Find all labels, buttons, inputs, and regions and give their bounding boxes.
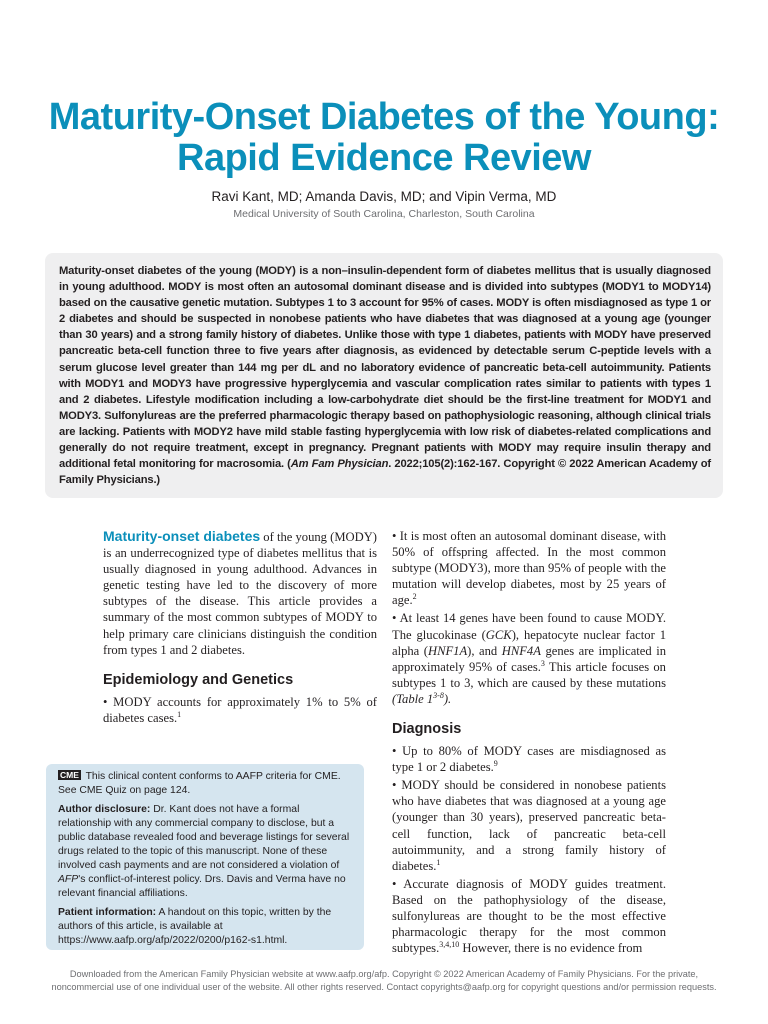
patient-text: A handout on this topic, written by the authors of this article, is available at https://www.aafp.org/afp/2022/0200/p162-s1.html. — [58, 907, 332, 946]
table-1-ref: 3-8 — [433, 690, 444, 700]
author-list: Ravi Kant, MD; Amanda Davis, MD; and Vipin Verma, MD — [211, 189, 557, 204]
epidemiology-bullet-1 — [103, 694, 377, 726]
b3-e: This article focuses on subtypes 1 to 3, which are caused by these mutations — [392, 659, 666, 690]
cme-badge: CME — [60, 770, 79, 780]
epidemiology-bullet-1-text: • MODY accounts for approximately 1% to 5% of diabetes cases. — [103, 694, 377, 725]
diagnosis-heading: Diagnosis — [392, 721, 462, 738]
intro-text: of the young (MODY) is an underrecognized type of diabetes mellitus that is usually diagnosed in young adulthood. Advances in genetic testing have led to the discovery of more subtypes of the disease. This article provides a summary of the most common subtypes of MODY to help primary care clinicians distinguish the condition from types 1 and 2 diabetes. — [103, 530, 378, 657]
cme-text: This clinical content conforms to AAFP criteria for CME. See CME Quiz on page 124. — [58, 771, 341, 796]
diagnosis-bullet-2 — [392, 777, 666, 874]
abstract-citation: . 2022;105(2):162-167. Copyright © 2022 American Academy of Family Physicians.) — [59, 458, 711, 487]
disclosure-text-a: Dr. Kant does not have a formal relationship with any commercial company to disclose, but a public database revealed food and beverage listings for several drugs related to the topic of this manuscript. None of these involved cash payments and are not considered a violation of — [58, 804, 350, 871]
patient-label: Patient information: — [58, 907, 157, 918]
right-column — [392, 528, 666, 958]
table-1-link-end: ). — [443, 691, 452, 706]
intro-lead: Maturity-onset diabetes — [103, 528, 261, 544]
cme-note — [58, 770, 352, 798]
intro-paragraph — [103, 528, 377, 658]
abstract-box — [45, 253, 723, 498]
epidemiology-bullet-2-text: • It is most often an autosomal dominant disease, with 50% of offspring affected. In the most common subtype (MODY3), more than 95% of people with the mutation will develop diabetes, most by 25 years of age. — [392, 529, 666, 608]
epidemiology-bullet-2 — [392, 528, 666, 608]
diagnosis-bullet-3 — [392, 876, 666, 956]
gene-gck: GCK — [485, 627, 512, 642]
diagnosis-bullet-1-text: • Up to 80% of MODY cases are misdiagnosed as type 1 or 2 diabetes. — [392, 744, 666, 775]
copyright-footer: Downloaded from the American Family Physician website at www.aafp.org/afp. Copyright © 2022 American Academy of Family Physicians. For the private, noncommercial use of one individual user of the website. All other rights reserved. Contact copyrights@aafp.org for copyright questions and/or permission requests. — [51, 969, 717, 992]
abstract-text: Maturity-onset diabetes of the young (MODY) is a non–insulin-dependent form of diabetes mellitus that is usually diagnosed in young adulthood. MODY is most often an autosomal dominant disease and is divided into subtypes (MODY1 to MODY14) based on the causative genetic mutation. Subtypes 1 to 3 account for 95% of cases. MODY is often misdiagnosed as type 1 or 2 diabetes and should be suspected in nonobese patients who have diabetes that was diagnosed at a young age (younger than 30 years) and a strong family history of diabetes. Unlike those with type 1 diabetes, patients with MODY have preserved pancreatic beta-cell function three to five years after diagnosis, as evidenced by detectable serum C-peptide levels with a serum glucose level greater than 144 mg per dL and no laboratory evidence of pancreatic beta-cell autoimmunity. Patients with MODY1 and MODY3 have progressive hyperglycemia and vascular complication rates similar to patients with types 1 and 2 diabetes. Lifestyle modification including a low-carbohydrate diet should be the first-line treatment for MODY1 and MODY3. Sulfonylureas are the preferred pharmacologic therapy based on pathophysiologic reasoning, although clinical trials are lacking. Patients with MODY2 have mild stable fasting hyperglycemia with low risk of diabetes-related complications and generally do not require treatment, except in pregnancy. Pregnant patients with MODY may require insulin therapy and additional fetal monitoring for macrosomia. ( — [59, 265, 711, 471]
cme-sidebar — [46, 764, 364, 950]
disclosure-afp: AFP — [58, 874, 79, 885]
diagnosis-bullet-3-ref: 3,4,10 — [439, 939, 460, 949]
diagnosis-bullet-2-text: • MODY should be considered in nonobese patients who have diabetes that was diagnosed at a young age (younger than 30 years), preserved pancreatic beta-cell function, lack of pancreatic beta-cell autoimmunity, and a strong family history of diabetes. — [392, 778, 666, 873]
diagnosis-bullet-1-ref: 9 — [493, 758, 498, 768]
b3-b: ), hepatocyte nuclear factor 1 alpha ( — [392, 627, 666, 658]
diagnosis-bullet-2-ref: 1 — [436, 857, 441, 867]
b3-ref: 3 — [540, 658, 545, 668]
epidemiology-heading: Epidemiology and Genetics — [103, 671, 294, 688]
patient-information — [58, 906, 352, 948]
title-line-1: Maturity-Onset Diabetes of the Young: — [48, 96, 720, 138]
gene-hnf1a: HNF1A — [427, 643, 468, 658]
left-column — [103, 528, 377, 728]
gene-hnf4a: HNF4A — [501, 643, 541, 658]
table-1-link-text: (Table 1 — [392, 691, 434, 706]
b3-d: genes are implicated in approximately 95% of cases. — [392, 643, 666, 674]
disclosure-text-b: 's conflict-of-interest policy. Drs. Davis and Verma have no relevant financial affiliations. — [58, 874, 346, 899]
title-line-2: Rapid Evidence Review — [177, 137, 591, 179]
author-disclosure — [58, 803, 352, 901]
author-affiliation: Medical University of South Carolina, Charleston, South Carolina — [233, 208, 535, 220]
diagnosis-bullet-1 — [392, 743, 666, 775]
disclosure-label: Author disclosure: — [58, 804, 151, 815]
epidemiology-bullet-3 — [392, 610, 666, 707]
epidemiology-bullet-1-ref: 1 — [177, 709, 182, 719]
abstract-journal: Am Fam Physician — [290, 458, 389, 471]
table-1-link[interactable] — [392, 692, 451, 706]
epidemiology-bullet-2-ref: 2 — [412, 592, 417, 602]
diagnosis-bullet-3-end: However, there is no evidence from — [459, 941, 643, 956]
b3-a: • At least 14 genes have been found to cause MODY. The glucokinase ( — [392, 611, 666, 642]
diagnosis-bullet-3-text: • Accurate diagnosis of MODY guides treatment. Based on the pathophysiology of the disease, sulfonylureas are thought to be the most effective pharmacologic therapy for the most common subtypes. — [392, 876, 666, 956]
b3-c: ), and — [467, 643, 502, 658]
article-title — [0, 97, 768, 179]
